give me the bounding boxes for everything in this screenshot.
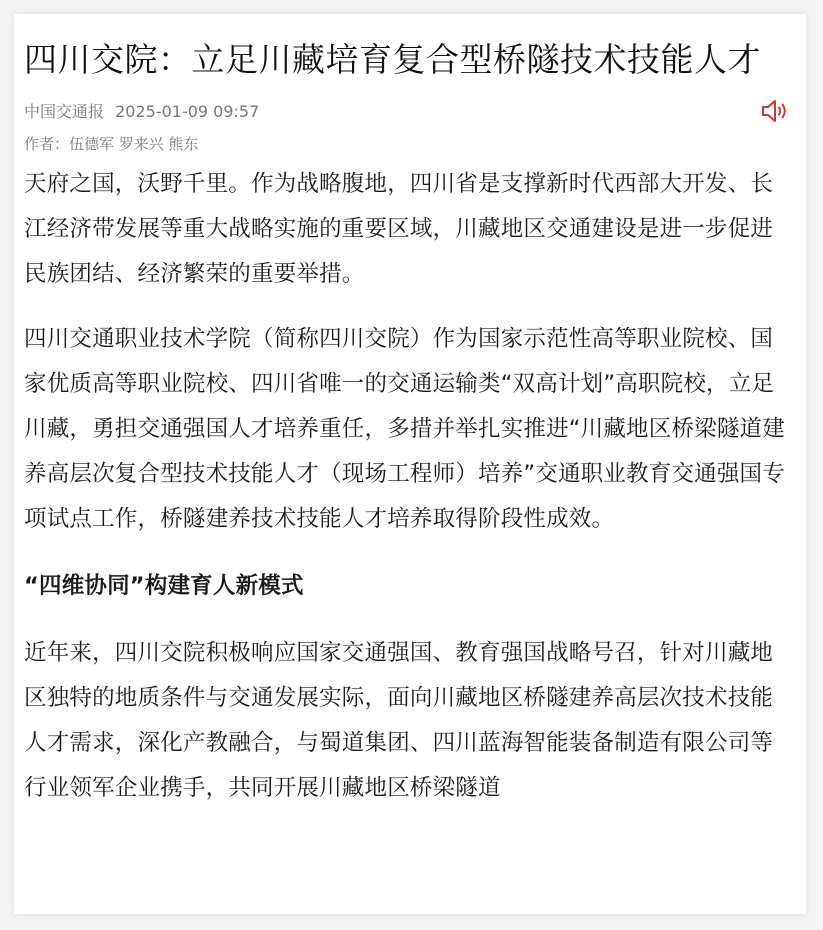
article-card xyxy=(14,14,806,914)
article-meta xyxy=(24,100,788,124)
paragraph: 天府之国，沃野千里。作为战略腹地，四川省是支撑新时代西部大开发、长江经济带发展等重大战略实施的重要区域，川藏地区交通建设是进一步促进民族团结、经济繁荣的重要举措。 xyxy=(24,171,774,287)
speaker-icon[interactable] xyxy=(760,98,790,124)
article-title: 四川交院：立足川藏培育复合型桥隧技术技能人才 xyxy=(24,40,761,79)
paragraph: 四川交通职业技术学院（简称四川交院）作为国家示范性高等职业院校、国家优质高等职业院校、四川省唯一的交通运输类“双高计划”高职院校，立足川藏，勇担交通强国人才培养重任，多措并举扎实推进“川藏地区桥梁隧道建养高层次复合型技术技能人才（现场工程师）培养”交通职业教育交通强国专项试点工作，桥隧建养技术技能人才培养取得阶段性成效。 xyxy=(24,326,785,532)
article-datetime: 2025-01-09 09:57 xyxy=(115,102,260,121)
article-body xyxy=(24,162,788,811)
paragraph: 近年来，四川交院积极响应国家交通强国、教育强国战略号召，针对川藏地区独特的地质条件与交通发展实际，面向川藏地区桥隧建养高层次技术技能人才需求，深化产教融合，与蜀道集团、四川蓝海智能装备制造有限公司等行业领军企业携手，共同开展川藏地区桥梁隧道 xyxy=(24,640,774,801)
article-author: 作者：伍德军 罗来兴 熊东 xyxy=(24,135,199,153)
article-source: 中国交通报 xyxy=(24,102,105,121)
section-heading: “四维协同”构建育人新模式 xyxy=(24,573,304,599)
article-content xyxy=(24,36,788,811)
